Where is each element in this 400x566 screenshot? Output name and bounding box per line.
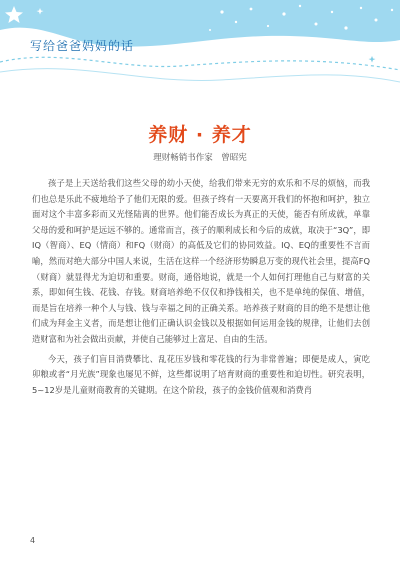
- article-byline: 理财畅销书作家 曾昭宪: [153, 153, 247, 163]
- star-icon: [5, 6, 23, 23]
- article-paragraph: 孩子是上天送给我们这些父母的幼小天使，给我们带来无穷的欢乐和不尽的烦恼，而我们也总是乐此不疲地给予了他们无限的爱。但孩子终有一天要离开我们的怀抱和呵护，独立面对这个丰富多彩而又光怪陆离的世界。他们能否成长为真正的天使，能否有所成就，单靠父母的爱和呵护是远远不够的。通常而言，孩子的顺利成长和今后的成就，取决于“3Q”，即IQ（智商）、EQ（情商）和FQ（财商）的高低及它们的协同效益。IQ、EQ的重要性不言而喻，然而对绝大部分中国人来说，生活在这样一个经济形势瞬息万变的现代社会里，提高FQ（财商）就显得尤为迫切和重要。财商，通俗地说，就是一个人如何打理他自己与财富的关系，即如何生钱、花钱、存钱。财商培养绝不仅仅和挣钱相关，也不是单纯的保值、增值，而是旨在培养一种个人与钱、钱与幸福之间的正确关系。培养孩子财商的目的绝不是想让他们成为拜金主义者，而是想让他们正确认识金钱以及根据如何运用金钱的规律，让他们去创造财富和为社会做出贡献，并使自己能够过上富足、自由的生活。: [32, 178, 370, 344]
- article-paragraph: 今天，孩子们盲目消费攀比、乱花压岁钱和零花钱的行为非常普遍；即便是成人，寅吃卯粮或者“月光族”现象也屡见不鲜，这些都说明了培育财商的重要性和迫切性。研究表明，5~12岁是儿童财商教育的关键期。在这个阶段，孩子的金钱价值观和消费肖: [32, 353, 370, 395]
- article-title: 养财 · 养才: [148, 124, 252, 146]
- page-number: 4: [30, 536, 36, 545]
- header-title: 写给爸爸妈妈的话: [30, 39, 135, 53]
- page-header-banner: [0, 0, 400, 98]
- article-body: [32, 176, 370, 402]
